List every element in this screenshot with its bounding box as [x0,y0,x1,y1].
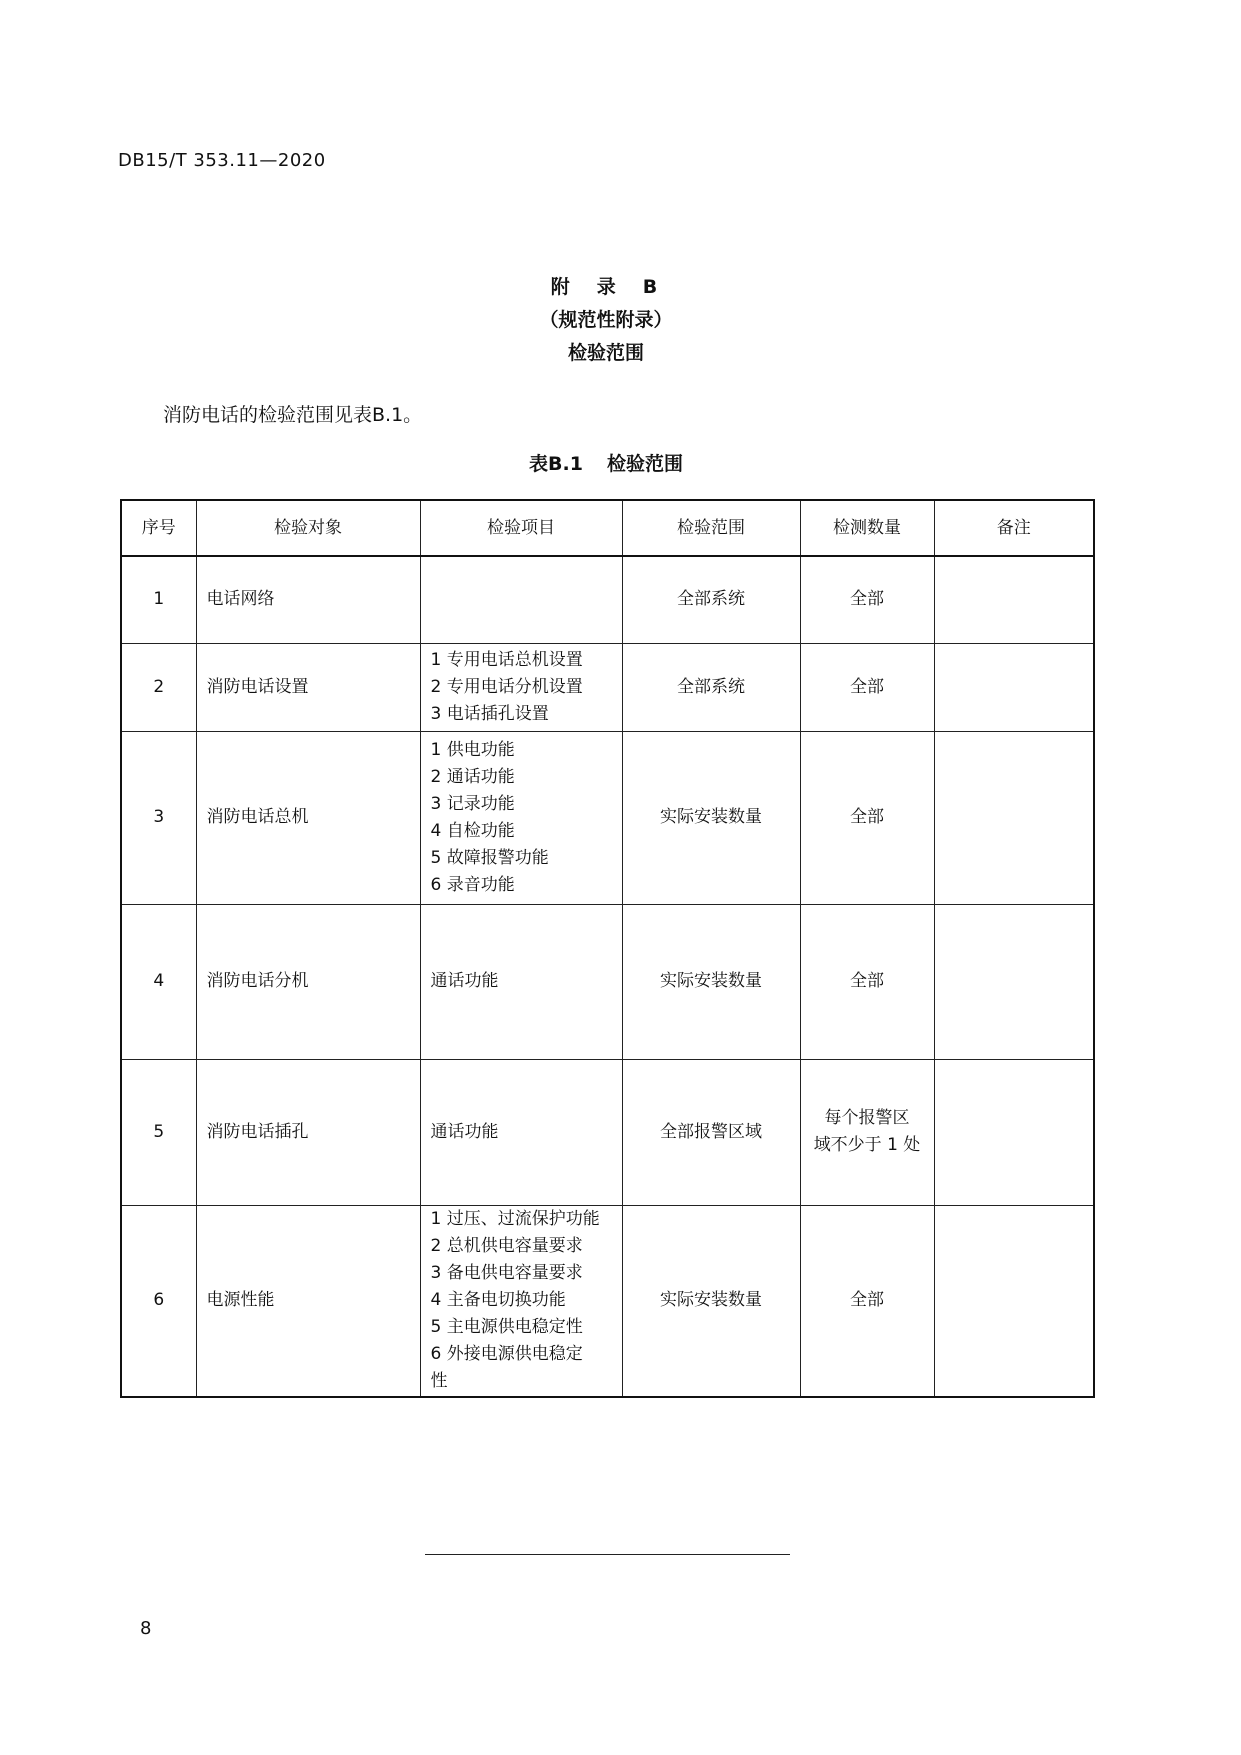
table-caption-number: 表B.1 [529,453,583,475]
document-code: DB15/T 353.11—2020 [118,150,326,171]
inspection-quantity: 每个报警区 域不少于 1 处 [800,1059,934,1205]
table-row [121,1059,1094,1205]
remark [934,731,1094,904]
inspection-quantity: 全部 [800,1205,934,1397]
inspection-scope: 实际安装数量 [622,904,800,1059]
table-caption [0,449,1212,476]
inspection-scope-table [120,499,1095,1398]
inspection-scope: 全部系统 [622,643,800,731]
inspection-scope: 全部报警区域 [622,1059,800,1205]
row-number: 3 [121,731,196,904]
row-number: 6 [121,1205,196,1397]
table-header-row [121,500,1094,556]
inspection-items: 1 供电功能 2 通话功能 3 记录功能 4 自检功能 5 故障报警功能 6 录音功能 [420,731,622,904]
intro-paragraph: 消防电话的检验范围见表B.1。 [163,404,423,426]
appendix-name: 检验范围 [567,342,644,364]
remark [934,904,1094,1059]
table-caption-title: 检验范围 [606,453,683,475]
page-number: 8 [140,1618,152,1639]
remark [934,1205,1094,1397]
header-cell: 检验对象 [196,500,420,556]
inspection-object: 消防电话分机 [196,904,420,1059]
inspection-object: 消防电话总机 [196,731,420,904]
table-row [121,643,1094,731]
header-cell: 序号 [121,500,196,556]
inspection-object: 消防电话设置 [196,643,420,731]
inspection-items [420,556,622,643]
remark [934,643,1094,731]
remark [934,556,1094,643]
table-row [121,556,1094,643]
header-cell: 备注 [934,500,1094,556]
row-number: 5 [121,1059,196,1205]
inspection-object: 电源性能 [196,1205,420,1397]
appendix-subtitle: （规范性附录） [539,309,673,331]
row-number: 2 [121,643,196,731]
header-cell: 检验范围 [622,500,800,556]
inspection-quantity: 全部 [800,904,934,1059]
inspection-quantity: 全部 [800,731,934,904]
inspection-scope: 实际安装数量 [622,1205,800,1397]
inspection-items: 通话功能 [420,1059,622,1205]
inspection-items: 通话功能 [420,904,622,1059]
table-row [121,1205,1094,1397]
row-number: 1 [121,556,196,643]
inspection-object: 消防电话插孔 [196,1059,420,1205]
inspection-scope: 全部系统 [622,556,800,643]
footer-divider [425,1554,790,1555]
row-number: 4 [121,904,196,1059]
inspection-items: 1 过压、过流保护功能 2 总机供电容量要求 3 备电供电容量要求 4 主备电切换功能 5 主电源供电稳定性 6 外接电源供电稳定 性 [420,1205,622,1397]
table-row [121,731,1094,904]
inspection-object: 电话网络 [196,556,420,643]
inspection-quantity: 全部 [800,643,934,731]
inspection-quantity: 全部 [800,556,934,643]
remark [934,1059,1094,1205]
header-cell: 检验项目 [420,500,622,556]
appendix-title: 附 录 B [550,276,662,298]
header-cell: 检测数量 [800,500,934,556]
inspection-scope: 实际安装数量 [622,731,800,904]
table-row [121,904,1094,1059]
inspection-items: 1 专用电话总机设置 2 专用电话分机设置 3 电话插孔设置 [420,643,622,731]
